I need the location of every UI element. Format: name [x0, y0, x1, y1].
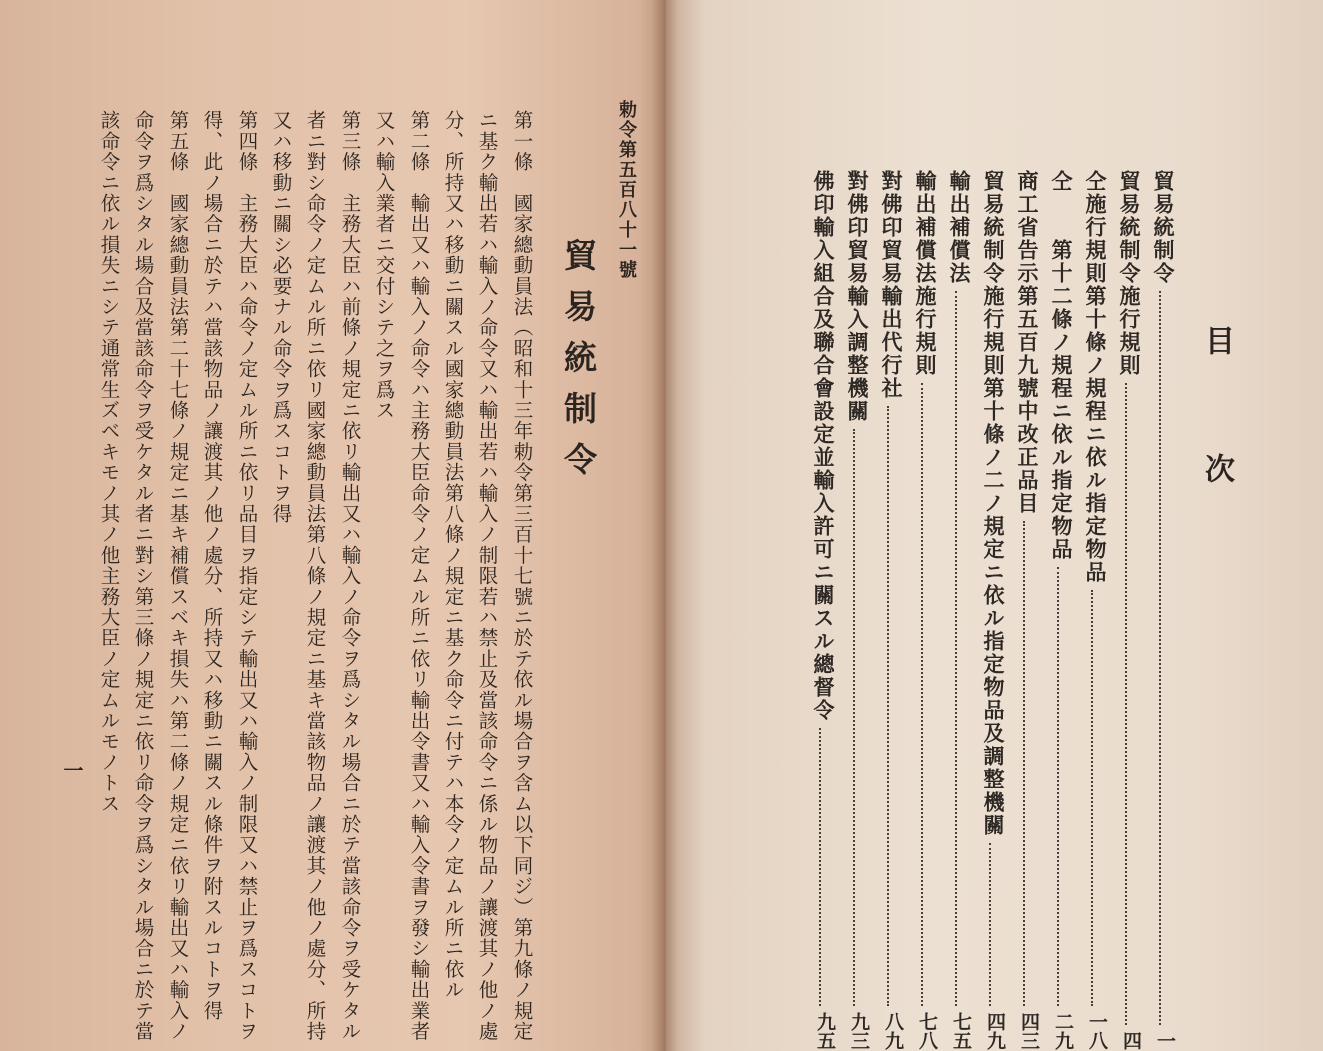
toc-leader-dots	[1023, 521, 1027, 1006]
body-line: 第一條 國家總動員法（昭和十三年勅令第三百十七號ニ於テ依ル場合ヲ含ム以下同ジ）第九條ノ規定	[510, 110, 534, 1042]
book-gutter	[652, 0, 678, 1051]
toc-entry-page: 四	[1120, 1031, 1142, 1050]
toc-heading: 目 次	[1199, 325, 1234, 517]
toc-entry[interactable]	[876, 170, 902, 1050]
toc-leader-dots	[989, 843, 993, 1006]
page-number: 一	[60, 760, 84, 780]
toc-entry-page: 一八	[1086, 1012, 1108, 1050]
toc-entry[interactable]	[842, 170, 868, 1050]
right-page	[666, 0, 1323, 1051]
toc-entry[interactable]	[910, 170, 936, 1050]
toc-entry[interactable]	[1012, 170, 1038, 1050]
toc-entry-title: 商工省告示第五百九號中改正品目	[1015, 170, 1040, 515]
toc-leader-dots	[921, 383, 925, 1006]
toc-entry-title: 仝 第十二條ノ規程ニ依ル指定物品	[1049, 170, 1074, 561]
body-line: 命令ヲ爲シタル場合及當該命令ヲ受ケタル者ニ對シ第三條ノ規定ニ依リ命令ヲ爲シタル場合ニ於テ當	[131, 110, 155, 1042]
body-line: 分、所持又ハ移動ニ關スル國家總動員法第八條ノ規定ニ基ク命令ニ付テハ本令ノ定ムル所ニ依ル	[441, 110, 465, 1001]
body-line: 又ハ移動ニ關シ必要ナル命令ヲ爲スコトヲ得	[269, 110, 293, 524]
toc-entry-title: 貿易統制令	[1151, 170, 1176, 285]
toc-leader-dots	[1125, 383, 1129, 1025]
body-line: 第二條 輸出又ハ輸入ノ命令ハ主務大臣命令ノ定ムル所ニ依リ輸出令書又ハ輸入令書ヲ發シ輸出業者	[407, 110, 431, 1042]
toc-entry-title: 貿易統制令施行規則第十條ノ二ノ規定ニ依ル指定物品及調整機關	[981, 170, 1006, 837]
toc-entry-title: 仝施行規則第十條ノ規程ニ依ル指定物品	[1083, 170, 1108, 584]
body-line: 又ハ輸入業者ニ交付シテ之ヲ爲ス	[372, 110, 396, 421]
toc-entry-title: 貿易統制令施行規則	[1117, 170, 1142, 377]
toc-entry-title: 對佛印貿易輸出代行社	[879, 170, 904, 400]
ordinance-number-header: 勅令第五百八十一號	[616, 100, 637, 280]
toc-entry-title: 輸出補償法施行規則	[913, 170, 938, 377]
toc-entry-page: 七五	[950, 1012, 972, 1050]
toc-entry-page: 九五	[814, 1012, 836, 1050]
toc-entry[interactable]	[808, 170, 834, 1050]
toc-entry-title: 輸出補償法	[947, 170, 972, 285]
body-line: 第三條 主務大臣ハ前條ノ規定ニ依リ輸出又ハ輸入ノ命令ヲ爲シタル場合ニ於テ當該命令ヲ受ケタル	[338, 110, 362, 1042]
toc-leader-dots	[1091, 590, 1095, 1006]
toc-leader-dots	[853, 429, 857, 1006]
toc-entry[interactable]	[978, 170, 1004, 1050]
toc-entry-page: 九三	[848, 1012, 870, 1050]
toc-leader-dots	[887, 406, 891, 1006]
toc-entry-page: 八九	[882, 1012, 904, 1050]
toc-leader-dots	[819, 728, 823, 1006]
toc-entry-page: 七八	[916, 1012, 938, 1050]
toc-leader-dots	[955, 291, 959, 1006]
toc-entry-page: 四九	[984, 1012, 1006, 1050]
toc-entry-page: 一	[1154, 1031, 1176, 1050]
toc-entry[interactable]	[1148, 170, 1174, 1050]
body-line: ニ基ク輸出若ハ輸入ノ命令又ハ輸出若ハ輸入ノ制限若ハ禁止及當該命令ニ係ル物品ノ讓渡其ノ他ノ處	[475, 110, 499, 1042]
body-line: 得、此ノ場合ニ於テハ當該物品ノ讓渡其ノ他ノ處分、所持又ハ移動ニ關スル條件ヲ附スルコトヲ得	[200, 110, 224, 1021]
body-line: 第四條 主務大臣ハ命令ノ定ムル所ニ依リ品目ヲ指定シテ輸出又ハ輸入ノ制限又ハ禁止ヲ爲スコトヲ	[235, 110, 259, 1042]
body-line: 該命令ニ依ル損失ニシテ通常生ズベキモノ其ノ他主務大臣ノ定ムルモノトス	[97, 110, 121, 814]
ordinance-title: 貿易統制令	[559, 238, 598, 493]
toc-leader-dots	[1057, 567, 1061, 1006]
toc-leader-dots	[1159, 291, 1163, 1025]
toc-entry-title: 對佛印貿易輸入調整機關	[845, 170, 870, 423]
toc-entry[interactable]	[944, 170, 970, 1050]
body-line: 者ニ對シ命令ノ定ムル所ニ依リ國家總動員法第八條ノ規定ニ基キ當該物品ノ讓渡其ノ他ノ處分、所持	[303, 110, 327, 1042]
toc-entry[interactable]	[1046, 170, 1072, 1050]
toc-entry-page: 二九	[1052, 1012, 1074, 1050]
toc-entry[interactable]	[1080, 170, 1106, 1050]
toc-entry-page: 四三	[1018, 1012, 1040, 1050]
toc-entry[interactable]	[1114, 170, 1140, 1050]
body-line: 第五條 國家總動員法第二十七條ノ規定ニ基キ補償スベキ損失ハ第二條ノ規定ニ依リ輸出又ハ輸入ノ	[166, 110, 190, 1042]
toc-entry-title: 佛印輸入組合及聯合會設定並輸入許可ニ關スル總督令	[811, 170, 836, 722]
